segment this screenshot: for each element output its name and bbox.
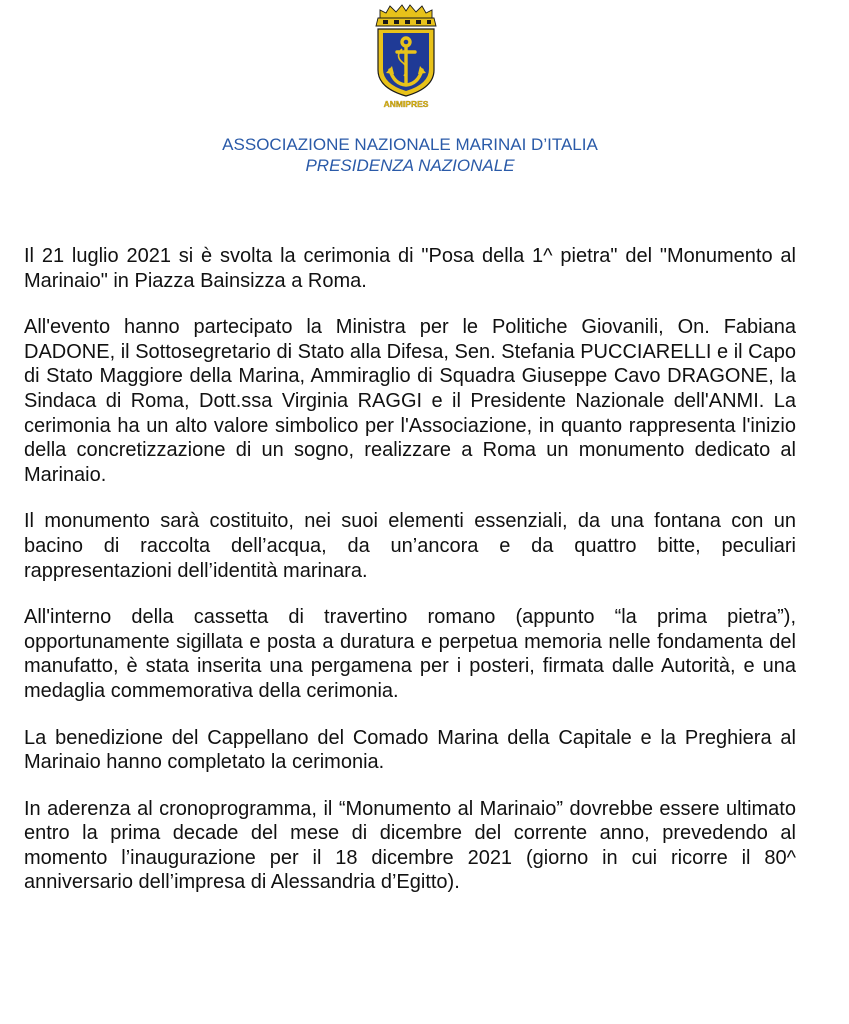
document-header (0, 134, 820, 176)
paragraph-blessing: La benedizione del Cappellano del Comado Marina della Capitale e la Preghiera al Marinaio hanno completato la cerimonia. (24, 726, 796, 774)
paragraph-schedule: In aderenza al cronoprogramma, il “Monumento al Marinaio” dovrebbe essere ultimato entro la prima decade del mese di dicembre del corrente anno, prevedendo al momento l’inaugurazione per il 18 dicembre 2021 (giorno in cui ricorre il 80^ anniversario dell’impresa di Alessandria d’Egitto). (24, 797, 796, 894)
paragraph-ceremony: Il 21 luglio 2021 si è svolta la cerimonia di "Posa della 1^ pietra" del "Monumento al Marinaio" in Piazza Bainsizza a Roma. (24, 245, 796, 292)
logo-caption: ANMIPRES (383, 99, 429, 109)
presidency-subtitle: PRESIDENZA NAZIONALE (305, 156, 515, 175)
paragraph-participants: All'evento hanno partecipato la Ministra per le Politiche Giovanili, On. Fabiana DADONE, il Sottosegretario di Stato alla Difesa, Sen. Stefania PUCCIARELLI e il Capo di Stato Maggiore della Marina, Ammiraglio di Squadra Giuseppe Cavo DRAGONE, la Sindaca di Roma, Dott.ssa Virginia RAGGI e il Presidente Nazionale dell'ANMI. La cerimonia ha un alto valore simbolico per l'Associazione, in quanto rappresenta l'inizio della concretizzazione di un sogno, realizzare a Roma un monumento dedicato al Marinaio. (24, 316, 796, 486)
paragraph-first-stone: All'interno della cassetta di travertino romano (appunto “la prima pietra”), opportunamente sigillata e posta a duratura e perpetua memoria nelle fondamenta del manufatto, è stata inserita una pergamena per i posteri, firmata dalle Autorità, e una medaglia commemorativa della cerimonia. (24, 606, 796, 702)
association-name: ASSOCIAZIONE NAZIONALE MARINAI D’ITALIA (222, 135, 598, 154)
anchor-crest-icon (372, 2, 440, 110)
paragraph-monument-elements: Il monumento sarà costituito, nei suoi elementi essenziali, da una fontana con un bacino di raccolta dell’acqua, da un’ancora e da quattro bitte, peculiari rappresentazioni dell’identità marinara. (24, 510, 796, 582)
document-body (24, 244, 796, 917)
association-logo (372, 2, 440, 110)
